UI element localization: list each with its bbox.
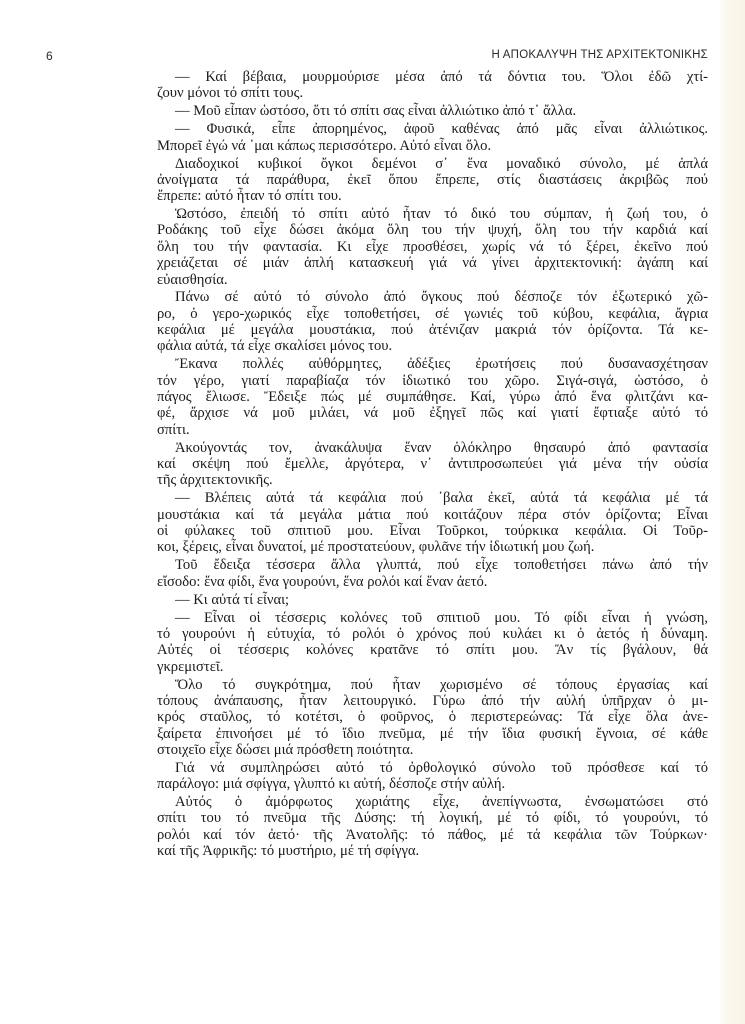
paragraph: [157, 206, 708, 288]
text-line: Ὡστόσο, ἐπειδή τό σπίτι αὐτό ἦταν τό δικό του σύμπαν, ἡ ζωή του, ὁ: [175, 206, 708, 223]
text-line: κρός σταῦλος, τό κοτέτσι, ὁ φοῦρνος, ὁ περιστερεώνας: Τά εἶχε ὅλα ἀνε-: [157, 709, 708, 726]
text-line: — Μοῦ εἶπαν ὡστόσο, ὅτι τό σπίτι σας εἶναι ἀλλιώτικο ἀπό τ᾽ ἄλλα.: [175, 103, 577, 120]
text-line: οἱ φύλακες τοῦ σπιτιοῦ μου. Εἶναι Τοῦρκοι, τούρκικα κεφάλια. Οἱ Τοῦρ-: [157, 523, 708, 540]
paragraph: [157, 103, 708, 119]
text-line: φέ, ἄρχισε νά μοῦ μιλάει, νά μοῦ ἐξηγεῖ πῶς καί γιατί ἔφτιαξε αὐτό τό: [157, 405, 708, 422]
text-line: γκρεμιστεῖ.: [157, 658, 224, 675]
text-line: ρο, ὁ γερο-χωρικός εἶχε τοποθετήσει, σέ γωνιές τοῦ κύβου, κεφάλια, ἄγρια: [157, 305, 708, 322]
text-line: Ὅλο τό συγκρότημα, πού ἦταν χωρισμένο σέ τόπους ἐργασίας καί: [175, 676, 708, 693]
text-line: εἴσοδο: ἕνα φίδι, ἕνα γουρούνι, ἕνα ρολόι καί ἕναν ἀετό.: [157, 573, 488, 590]
text-line: Αὐτές οἱ τέσσερις κολόνες κρατᾶνε τό σπίτι μου. Ἄν τίς βγάλουν, θά: [157, 642, 708, 659]
text-line: Μπορεῖ ἐγώ νά ᾽μαι κάπως περισσότερο. Αὐτό εἶναι ὅλο.: [157, 137, 492, 154]
text-line: Διαδοχικοί κυβικοί ὄγκοι δεμένοι σ᾽ ἕνα μοναδικό σύνολο, μέ ἁπλά: [175, 155, 708, 172]
text-line: ἀνοίγματα τά παράθυρα, ἐκεῖ ὅπου ἔπρεπε, στίς διαστάσεις ἀκριβῶς πού: [157, 171, 708, 188]
text-line: ρολόι καί τόν ἀετό· τῆς Ἀνατολῆς: τό πάθος, μέ τά κεφάλια τῶν Τούρκων·: [157, 826, 708, 843]
text-line: Πάνω σέ αὐτό τό σύνολο ἀπό ὄγκους πού δέσποζε τόν ἐξωτερικό χῶ-: [175, 289, 708, 306]
running-head: Η ΑΠΟΚΑΛΥΨΗ ΤΗΣ ΑΡΧΙΤΕΚΤΟΝΙΚΗΣ: [491, 49, 708, 61]
paragraph: [157, 760, 708, 793]
text-line: Γιά νά συμπληρώσει αὐτό τό ὀρθολογικό σύνολο τοῦ πρόσθεσε καί τό: [175, 759, 708, 776]
page-edge-shadow: [718, 0, 745, 1024]
paragraph: [157, 440, 708, 489]
text-line: σπίτι.: [157, 421, 190, 438]
text-line: Ἔκανα πολλές αὐθόρμητες, ἀδέξιες ἐρωτήσεις πού δυσανασχέτησαν: [175, 356, 708, 373]
paragraph: [157, 794, 708, 859]
paragraph: [157, 610, 708, 675]
text-line: ζουν μόνοι τό σπίτι τους.: [157, 85, 304, 102]
paragraph: [157, 289, 708, 354]
text-line: φάλια αὐτά, τά εἶχε σκαλίσει μόνος του.: [157, 338, 393, 355]
body-text: [157, 69, 708, 859]
paragraph: [157, 677, 708, 759]
paragraph: [157, 156, 708, 205]
paragraph: [157, 121, 708, 154]
text-line: — Καί βέβαια, μουρμούρισε μέσα ἀπό τά δόντια του. Ὅλοι ἐδῶ χτί-: [175, 69, 708, 85]
text-line: ὅλη του τήν φαντασία. Κι εἶχε προσθέσει, χωρίς νά τό ξέρει, ἐκεῖνο πού: [157, 238, 708, 255]
text-line: — Εἶναι οἱ τέσσερις κολόνες τοῦ σπιτιοῦ μου. Τό φίδι εἶναι ἡ γνώση,: [175, 609, 708, 626]
text-line: Ἀκούγοντάς τον, ἀνακάλυψα ἕναν ὁλόκληρο θησαυρό ἀπό φαντασία: [175, 439, 708, 456]
text-line: μουστάκια καί τά μεγάλα μάτια πού κοιτάζουν πέρα στόν ὁρίζοντα; Εἶναι: [157, 506, 708, 523]
paragraph: [157, 490, 708, 555]
paragraph: [157, 557, 708, 590]
text-line: τόν γέρο, γιατί παραβίαζα τόν ἰδιωτικό του χῶρο. Σιγά-σιγά, ὡστόσο, ὁ: [157, 372, 708, 389]
text-line: — Κι αὐτά τί εἶναι;: [175, 591, 290, 608]
text-line: εὐαισθησία.: [157, 271, 228, 288]
text-line: πάγος ἔλιωσε. Ἔδειξε πώς μέ συμπάθησε. Καί, γύρω ἀπό ἕνα φλιτζάνι κα-: [157, 389, 708, 406]
text-line: ξαίρετα ἐπινοήσει μέ τό ἴδιο πνεῦμα, μέ τήν ἴδια φυσική ἔγνοια, σέ κάθε: [157, 725, 708, 742]
paragraph: [157, 592, 708, 608]
text-line: τόπους ἀνάπαυσης, ἦταν λειτουργικό. Γύρω ἀπό τήν αὐλή ὑπῆρχαν ὁ μι-: [157, 692, 708, 709]
text-line: στοιχεῖο εἶχε δώσει μιά πρόσθετη ποιότητα.: [157, 741, 414, 758]
text-line: τῆς ἀρχιτεκτονικῆς.: [157, 472, 273, 489]
text-line: Τοῦ ἔδειξα τέσσερα ἄλλα γλυπτά, πού εἶχε τοποθετήσει πάνω ἀπό τήν: [175, 557, 708, 574]
page-number: 6: [46, 49, 53, 63]
text-line: — Φυσικά, εἶπε ἀπορημένος, ἀφοῦ καθένας ἀπό μᾶς εἶναι ἀλλιώτικος.: [175, 121, 708, 138]
text-line: κεφάλια μέ μεγάλα μουστάκια, πού ἀτένιζαν μακριά τόν ὁρίζοντα. Τά κε-: [157, 322, 708, 339]
text-line: — Βλέπεις αὐτά τά κεφάλια πού ᾽βαλα ἐκεῖ, αὐτά τά κεφάλια μέ τά: [175, 490, 708, 507]
text-line: ἔπρεπε: αὐτό ἦταν τό σπίτι του.: [157, 188, 342, 205]
text-line: καί τῆς Ἀφρικῆς: τό μυστήριο, μέ τή σφίγγα.: [157, 843, 420, 860]
paragraph: [157, 356, 708, 438]
text-line: κοι, ξέρεις, εἶναι δυνατοί, μέ προστατεύουν, φυλᾶνε τήν ἰδιωτική μου ζωή.: [157, 539, 595, 556]
text-line: παράλογο: μιά σφίγγα, γλυπτό κι αὐτή, δέσποζε στήν αὐλή.: [157, 776, 506, 793]
text-line: σπίτι του τό πνεῦμα τῆς Δύσης: τή λογική, μέ τό φίδι, τό γουρούνι, τό: [157, 810, 708, 827]
text-line: Αὐτός ὁ ἀμόρφωτος χωριάτης εἶχε, ἀνεπίγνωστα, ἐνσωματώσει στό: [175, 794, 708, 811]
text-line: Ροδάκης τοῦ εἶχε δώσει ἀκόμα ὅλη του τήν ψυχή, ὅλη του τήν καρδιά καί: [157, 222, 708, 239]
paragraph: [157, 69, 708, 102]
text-line: καί σκέψη πού ἔμελλε, ἀργότερα, ν᾽ ἀντιπροσωπεύει γιά μένα τήν οὐσία: [157, 456, 708, 473]
text-line: χρειάζεται σέ μιάν ἁπλή κατασκευή γιά νά γίνει ἀρχιτεκτονική: ἀγάπη καί: [157, 255, 708, 272]
text-line: τό γουρούνι ἡ εὐτυχία, τό ρολόι ὁ χρόνος πού κυλάει κι ὁ ἀετός ἡ δύναμη.: [157, 625, 708, 642]
